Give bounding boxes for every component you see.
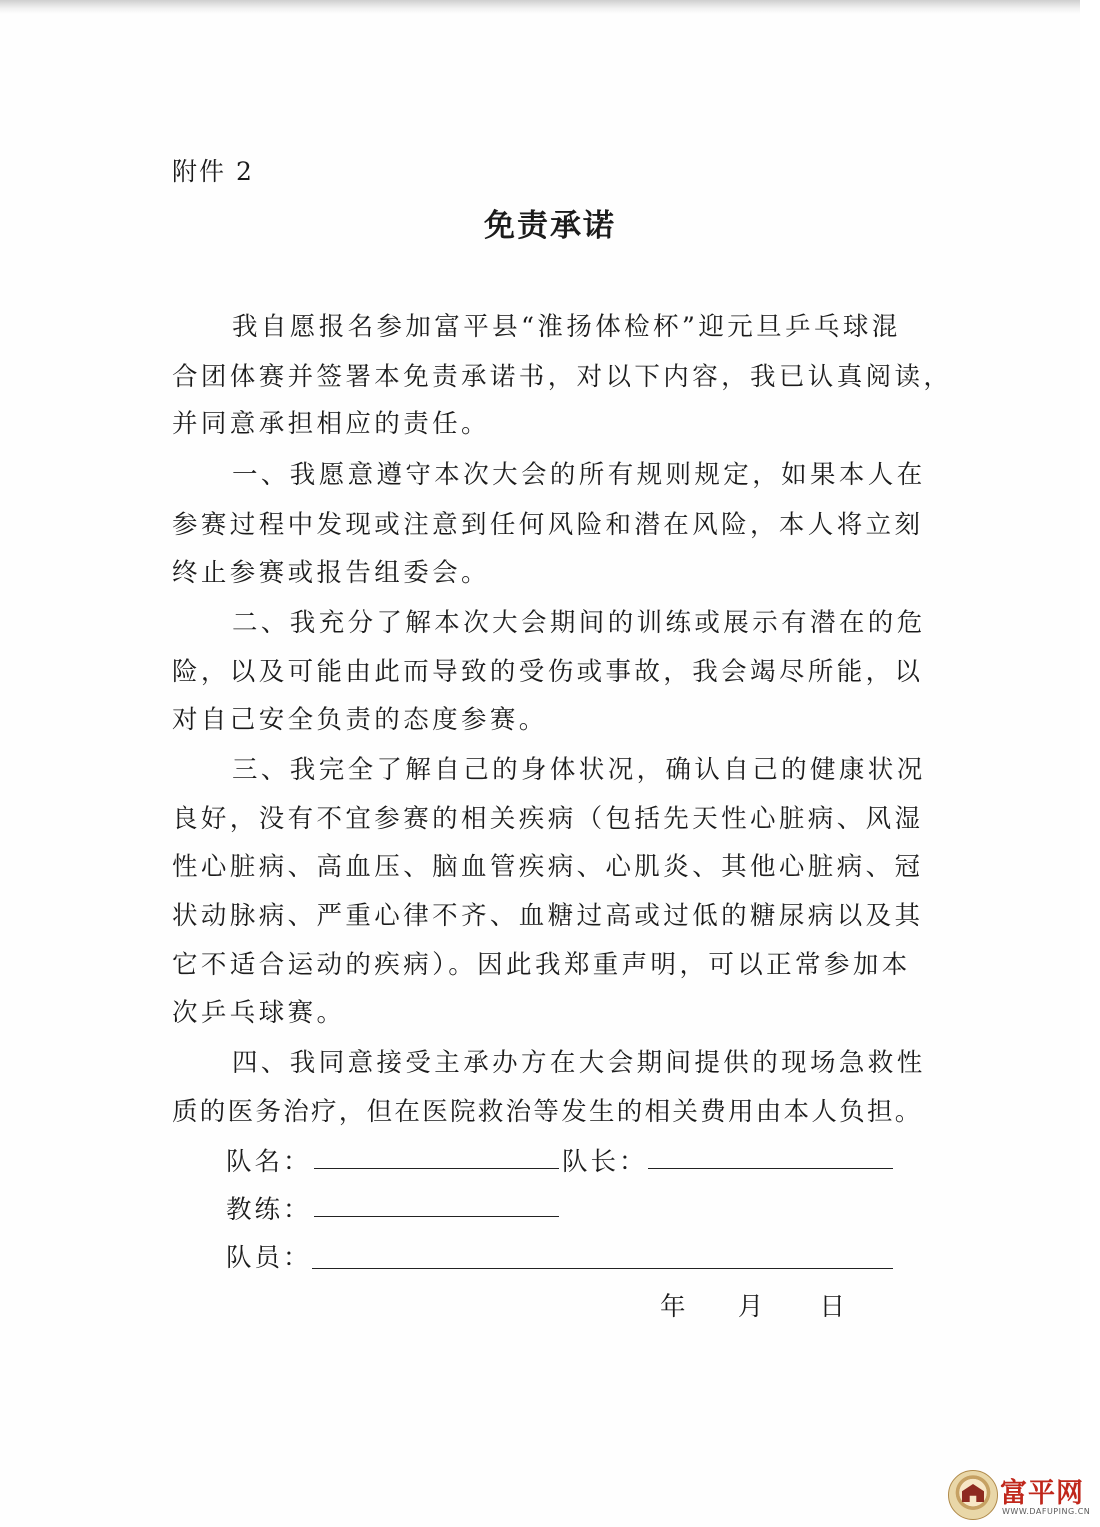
date-year: 年 (660, 1292, 686, 1322)
captain-field[interactable] (648, 1168, 893, 1169)
coach-field[interactable] (314, 1216, 559, 1217)
attachment-label: 附件 2 (172, 157, 254, 186)
scan-top-edge (0, 0, 1080, 14)
paragraph-line: 三、我完全了解自己的身体状况，确认自己的健康状况 (232, 755, 926, 785)
paragraph-line: 次乒乓球赛。 (172, 998, 346, 1028)
members-label: 队员： (226, 1243, 312, 1273)
site-url: WWW.DAFUPING.CN (1002, 1507, 1091, 1516)
paragraph-line: 我自愿报名参加富平县“淮扬体检杯”迎元旦乒乓球混 (232, 312, 901, 342)
site-name: 富平网 (1000, 1478, 1084, 1509)
team-name-field[interactable] (314, 1168, 559, 1169)
paragraph-line: 状动脉病、严重心律不齐、血糖过高或过低的糖尿病以及其 (172, 901, 924, 931)
date-month: 月 (737, 1292, 764, 1322)
site-watermark (948, 1468, 1091, 1524)
members-field[interactable] (312, 1268, 893, 1269)
document-title: 免责承诺 (484, 208, 616, 244)
team-name-label: 队名： (226, 1147, 312, 1177)
paragraph-line: 二、我充分了解本次大会期间的训练或展示有潜在的危 (232, 608, 926, 638)
paragraph-line: 良好，没有不宜参赛的相关疾病（包括先天性心脏病、风湿 (172, 804, 924, 834)
paragraph-line: 合团体赛并签署本免责承诺书，对以下内容，我已认真阅读， (172, 362, 953, 392)
date-line (660, 1287, 845, 1323)
paragraph-line: 并同意承担相应的责任。 (172, 409, 490, 439)
paragraph-line: 对自己安全负责的态度参赛。 (172, 705, 548, 735)
paragraph-line: 它不适合运动的疾病）。因此我郑重声明，可以正常参加本 (172, 950, 911, 980)
paragraph-line: 质的医务治疗，但在医院救治等发生的相关费用由本人负担。 (172, 1097, 923, 1127)
paragraph-line: 四、我同意接受主承办方在大会期间提供的现场急救性 (232, 1048, 926, 1078)
date-day: 日 (819, 1292, 845, 1322)
coach-label: 教练： (226, 1195, 312, 1225)
paragraph-line: 参赛过程中发现或注意到任何风险和潜在风险，本人将立刻 (172, 510, 924, 540)
paragraph-line: 险，以及可能由此而导致的受伤或事故，我会竭尽所能，以 (172, 657, 924, 687)
paragraph-line: 一、我愿意遵守本次大会的所有规则规定，如果本人在 (232, 460, 926, 490)
paragraph-line: 性心脏病、高血压、脑血管疾病、心肌炎、其他心脏病、冠 (172, 852, 924, 882)
city-gate-logo-icon (948, 1470, 998, 1520)
paragraph-line: 终止参赛或报告组委会。 (172, 558, 490, 588)
captain-label: 队长： (562, 1147, 648, 1177)
